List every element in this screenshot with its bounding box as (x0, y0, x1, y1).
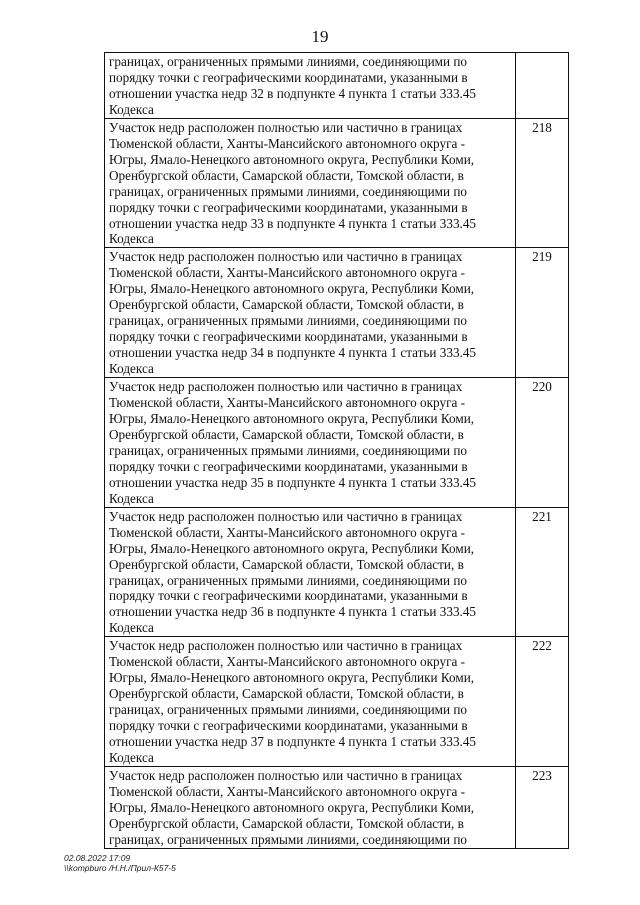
description-line: границах, ограниченных прямыми линиями, соединяющими по (109, 183, 468, 199)
row-number-cell: 223 (516, 766, 569, 848)
description-line: порядку точки с географическими координатами, указанными в (109, 329, 468, 345)
description-line: Участок недр расположен полностью или частично в границах (109, 508, 463, 524)
description-line: отношении участка недр 32 в подпункте 4 пункта 1 статьи 333.45 (109, 85, 477, 101)
description-line: границах, ограниченных прямыми линиями, соединяющими по (109, 572, 468, 588)
description-line: отношении участка недр 35 в подпункте 4 пункта 1 статьи 333.45 (109, 474, 477, 490)
description-line: Югры, Ямало-Ненецкого автономного округа, Республики Коми, (109, 799, 475, 815)
row-description-cell (105, 507, 516, 637)
description-line: Кодекса (109, 490, 154, 506)
row-description-cell (105, 378, 516, 508)
page-footer (64, 853, 176, 873)
row-number-cell (516, 53, 569, 119)
description-line: Тюменской области, Ханты-Мансийского автономного округа - (109, 135, 466, 151)
table-row (105, 637, 569, 767)
description-line: порядку точки с географическими координатами, указанными в (109, 458, 468, 474)
description-line: Участок недр расположен полностью или частично в границах (109, 249, 463, 265)
description-line: Участок недр расположен полностью или частично в границах (109, 119, 463, 135)
description-line: порядку точки с географическими координатами, указанными в (109, 69, 468, 85)
description-line: Участок недр расположен полностью или частично в границах (109, 638, 463, 654)
document-table (104, 52, 569, 849)
description-line: Кодекса (109, 361, 154, 377)
row-number-cell: 222 (516, 637, 569, 767)
description-line: границах, ограниченных прямыми линиями, соединяющими по (109, 54, 468, 69)
description-line: отношении участка недр 37 в подпункте 4 пункта 1 статьи 333.45 (109, 734, 477, 750)
description-line: Тюменской области, Ханты-Мансийского автономного округа - (109, 783, 466, 799)
description-line: Кодекса (109, 231, 154, 247)
table-row (105, 378, 569, 508)
footer-timestamp: 02.08.2022 17:09 (64, 853, 131, 863)
description-line: Участок недр расположен полностью или частично в границах (109, 767, 463, 783)
description-line: порядку точки с географическими координатами, указанными в (109, 199, 468, 215)
description-line: границах, ограниченных прямыми линиями, соединяющими по (109, 313, 468, 329)
description-line: Оренбургской области, Самарской области, Томской области, в (109, 297, 464, 313)
row-description-cell (105, 637, 516, 767)
row-number-cell: 221 (516, 507, 569, 637)
description-line: порядку точки с географическими координатами, указанными в (109, 718, 468, 734)
row-number-cell: 220 (516, 378, 569, 508)
description-line: Оренбургской области, Самарской области, Томской области, в (109, 556, 464, 572)
description-line: Тюменской области, Ханты-Мансийского автономного округа - (109, 265, 466, 281)
description-line: порядку точки с географическими координатами, указанными в (109, 588, 468, 604)
table-row (105, 53, 569, 119)
description-line: отношении участка недр 36 в подпункте 4 пункта 1 статьи 333.45 (109, 604, 477, 620)
row-description-cell (105, 248, 516, 378)
description-line: Кодекса (109, 749, 154, 765)
description-line: Кодекса (109, 101, 154, 117)
row-description-cell (105, 766, 516, 848)
description-line: Тюменской области, Ханты-Мансийского автономного округа - (109, 524, 466, 540)
row-description-cell (105, 53, 516, 119)
row-number-cell: 219 (516, 248, 569, 378)
description-line: Оренбургской области, Самарской области, Томской области, в (109, 686, 464, 702)
footer-file-path: \\kompburo /Н.Н./Прил-К57-5 (64, 863, 176, 873)
description-line: Югры, Ямало-Ненецкого автономного округа, Республики Коми, (109, 281, 475, 297)
description-line: Оренбургской области, Самарской области, Томской области, в (109, 426, 464, 442)
description-line: Югры, Ямало-Ненецкого автономного округа, Республики Коми, (109, 151, 475, 167)
description-line: Оренбургской области, Самарской области, Томской области, в (109, 167, 464, 183)
page-number: 19 (311, 27, 329, 46)
description-line: Югры, Ямало-Ненецкого автономного округа, Республики Коми, (109, 670, 475, 686)
row-description-cell (105, 118, 516, 248)
description-line: Кодекса (109, 620, 154, 636)
row-number-cell: 218 (516, 118, 569, 248)
description-line: границах, ограниченных прямыми линиями, соединяющими по (109, 442, 468, 458)
table-row (105, 248, 569, 378)
table-row (105, 507, 569, 637)
description-line: Оренбургской области, Самарской области, Томской области, в (109, 815, 464, 831)
description-line: отношении участка недр 34 в подпункте 4 пункта 1 статьи 333.45 (109, 345, 477, 361)
description-line: Югры, Ямало-Ненецкого автономного округа, Республики Коми, (109, 540, 475, 556)
description-line: Тюменской области, Ханты-Мансийского автономного округа - (109, 654, 466, 670)
description-line: границах, ограниченных прямыми линиями, соединяющими по (109, 702, 468, 718)
table-row (105, 118, 569, 248)
description-line: отношении участка недр 33 в подпункте 4 пункта 1 статьи 333.45 (109, 215, 477, 231)
description-line: Тюменской области, Ханты-Мансийского автономного округа - (109, 395, 466, 411)
table-row (105, 766, 569, 848)
description-line: Югры, Ямало-Ненецкого автономного округа, Республики Коми, (109, 410, 475, 426)
description-line: Участок недр расположен полностью или частично в границах (109, 379, 463, 395)
description-line: границах, ограниченных прямыми линиями, соединяющими по (109, 831, 468, 847)
